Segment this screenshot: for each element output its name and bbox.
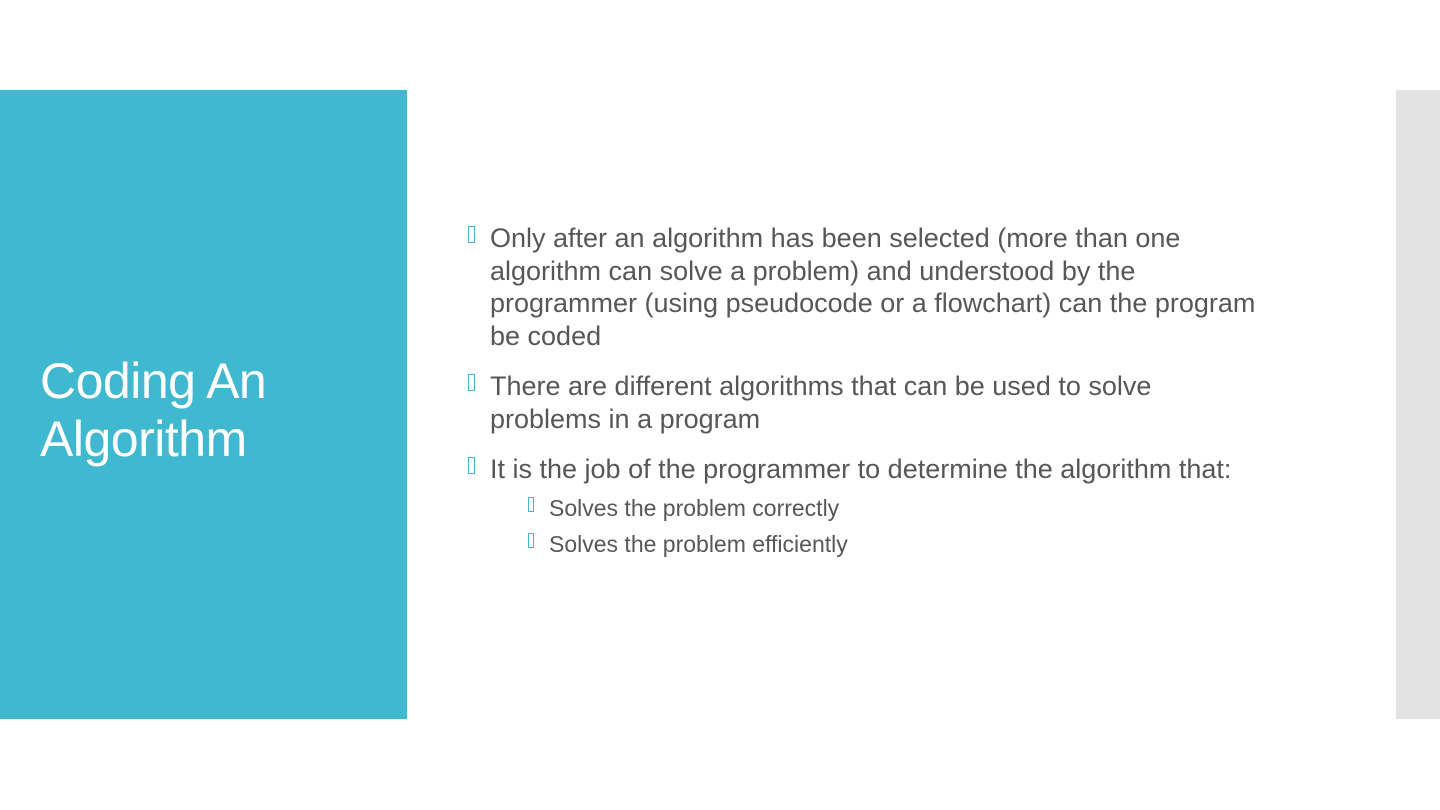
bullet-text: It is the job of the programmer to determine the algorithm that:: [490, 454, 1232, 484]
sub-bullet-text: Solves the problem correctly: [549, 494, 840, 521]
slide-body: [466, 222, 1266, 576]
sub-bullet-text: Solves the problem efficiently: [549, 530, 848, 557]
bullet-text: There are different algorithms that can be used to solve problems in a program: [490, 371, 1152, 434]
sub-bullet-item: [526, 494, 1266, 522]
sub-bullet-marker-icon: [528, 497, 534, 512]
slide-title: Coding An Algorithm: [40, 353, 267, 467]
sub-bullet-list: [526, 494, 1266, 558]
side-strip: [1396, 90, 1440, 719]
bullet-marker-icon: [468, 457, 475, 474]
bullet-item: [466, 453, 1266, 558]
bullet-item: [466, 222, 1266, 352]
bullet-item: [466, 370, 1266, 435]
bullet-marker-icon: [468, 226, 475, 243]
bullet-text: Only after an algorithm has been selected (more than one algorithm can solve a problem) and understood by the programmer (using pseudocode or a flowchart) can the program be coded: [490, 223, 1256, 351]
bullet-marker-icon: [468, 374, 475, 391]
sub-bullet-item: [526, 530, 1266, 558]
title-panel: [0, 90, 407, 719]
sub-bullet-marker-icon: [528, 533, 534, 548]
